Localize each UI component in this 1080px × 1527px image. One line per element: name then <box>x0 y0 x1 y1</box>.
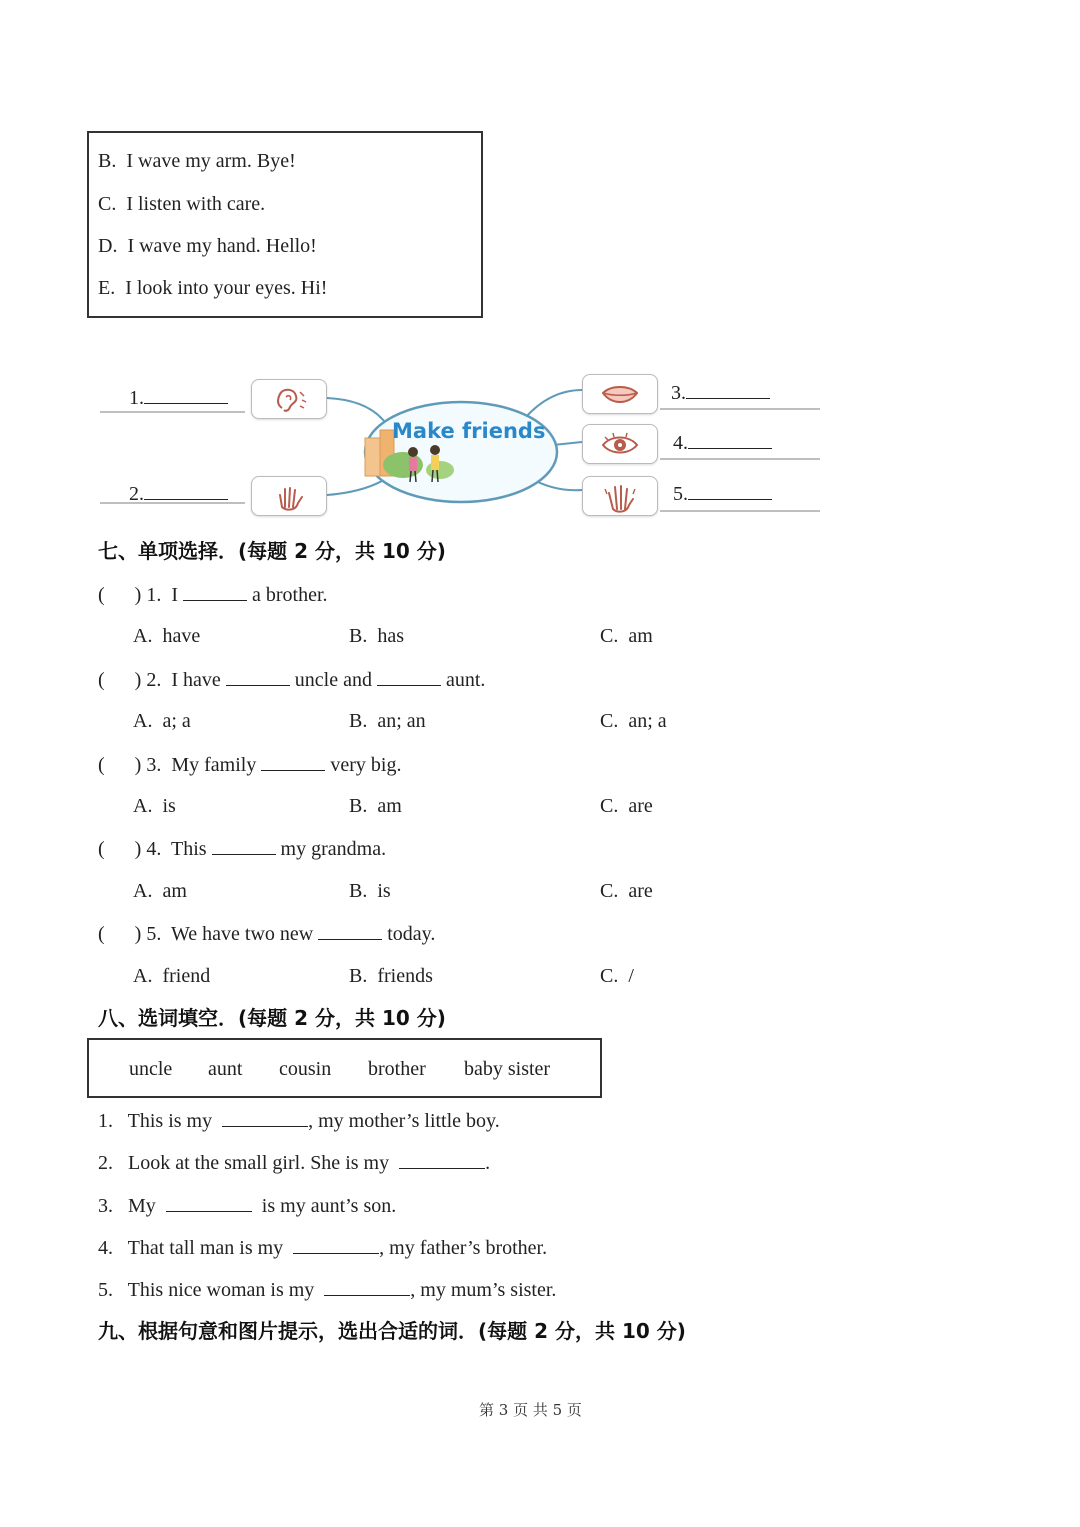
sentence-text: , my mum’s sister. <box>410 1279 557 1301</box>
question-text: uncle and <box>294 669 372 691</box>
question-text: We have two new <box>170 923 314 945</box>
question-number: 3. <box>146 754 162 776</box>
word-bank-item: brother <box>368 1058 426 1080</box>
fill-blank[interactable] <box>324 1277 410 1296</box>
sentence-number: 3. <box>98 1195 113 1217</box>
option-d <box>98 234 317 258</box>
mindmap-label-5 <box>673 481 772 506</box>
fill-blank[interactable] <box>166 1193 252 1212</box>
answer-slot[interactable] <box>105 753 135 771</box>
answer-blank[interactable] <box>144 481 228 500</box>
sentence-text: , my mother’s little boy. <box>308 1110 500 1132</box>
choice-a[interactable]: A. am <box>133 880 187 902</box>
section7-heading: 七、单项选择．(每题 2 分，共 10 分) <box>98 539 446 563</box>
answer-slot[interactable] <box>105 837 135 855</box>
option-letter: B. <box>98 150 117 172</box>
question-2 <box>98 667 485 692</box>
mouth-icon <box>582 374 658 414</box>
paren-open: ( <box>98 838 105 860</box>
answer-blank[interactable] <box>688 430 772 449</box>
option-letter: D. <box>98 235 118 257</box>
question-4 <box>98 836 386 861</box>
question-text: very big. <box>330 754 402 776</box>
word-bank-item: uncle <box>129 1058 173 1080</box>
choice-c[interactable]: C. are <box>600 880 653 902</box>
sentence-text: That tall man is my <box>127 1237 284 1259</box>
item-number: 2. <box>129 483 144 505</box>
sentence-text: Look at the small girl. She is my <box>128 1152 390 1174</box>
choice-c[interactable]: C. am <box>600 625 653 647</box>
question-blank <box>226 667 290 686</box>
item-number: 3. <box>671 382 686 404</box>
paren-open: ( <box>98 754 105 776</box>
sentence-text: This nice woman is my <box>127 1279 315 1301</box>
waving-hand-icon <box>582 476 658 516</box>
item-number: 5. <box>673 483 688 505</box>
option-letter: E. <box>98 277 116 299</box>
mindmap-label-3 <box>671 380 770 405</box>
question-number: 2. <box>146 669 162 691</box>
question-number: 1. <box>146 584 162 606</box>
choice-c[interactable]: C. / <box>600 965 634 987</box>
page-footer: 第 3 页 共 5 页 <box>479 1401 582 1419</box>
choice-b[interactable]: B. has <box>349 625 405 647</box>
sentence-text: , my father’s brother. <box>379 1237 548 1259</box>
question-blank <box>212 836 276 855</box>
fill-sentence-5 <box>98 1277 556 1302</box>
choice-a[interactable]: A. have <box>133 625 201 647</box>
question-1 <box>98 582 328 607</box>
question-3 <box>98 752 401 777</box>
answer-slot[interactable] <box>105 668 135 686</box>
answer-slot[interactable] <box>105 583 135 601</box>
option-c <box>98 192 265 216</box>
paren-close: ) <box>134 923 142 945</box>
question-text: today. <box>387 923 436 945</box>
paren-open: ( <box>98 584 105 606</box>
option-letter: C. <box>98 193 117 215</box>
sentence-text: This is my <box>127 1110 213 1132</box>
question-blank <box>377 667 441 686</box>
eye-icon <box>582 424 658 464</box>
mindmap-title: Make friends <box>392 419 546 443</box>
choice-b[interactable]: B. is <box>349 880 391 902</box>
fill-blank[interactable] <box>293 1235 379 1254</box>
answer-blank[interactable] <box>688 481 772 500</box>
section9-heading: 九、根据句意和图片提示，选出合适的词．(每题 2 分，共 10 分) <box>98 1319 686 1343</box>
item-number: 4. <box>673 432 688 454</box>
mindmap-label-1 <box>129 385 228 410</box>
mindmap-label-2 <box>129 481 228 506</box>
question-text: This <box>170 838 207 860</box>
option-text: I look into your eyes. Hi! <box>125 277 328 299</box>
word-bank-item: cousin <box>279 1058 332 1080</box>
sentence-number: 5. <box>98 1279 113 1301</box>
word-bank-item: baby sister <box>464 1058 551 1080</box>
section8-heading: 八、选词填空．(每题 2 分，共 10 分) <box>98 1006 446 1030</box>
choice-a[interactable]: A. friend <box>133 965 211 987</box>
fill-blank[interactable] <box>222 1108 308 1127</box>
answer-blank[interactable] <box>144 385 228 404</box>
paren-open: ( <box>98 669 105 691</box>
question-text: I <box>171 584 179 606</box>
sentence-number: 4. <box>98 1237 113 1259</box>
question-text: aunt. <box>445 669 486 691</box>
paren-close: ) <box>134 584 142 606</box>
question-blank <box>183 582 247 601</box>
question-blank <box>261 752 325 771</box>
word-bank-item: aunt <box>208 1058 243 1080</box>
question-text: My family <box>171 754 257 776</box>
fill-sentence-4 <box>98 1235 547 1260</box>
answer-slot[interactable] <box>105 922 135 940</box>
fill-blank[interactable] <box>399 1150 485 1169</box>
sentence-number: 1. <box>98 1110 113 1132</box>
paren-close: ) <box>134 754 142 776</box>
option-b <box>98 149 296 173</box>
fill-sentence-2 <box>98 1150 490 1175</box>
question-number: 5. <box>146 923 162 945</box>
option-e <box>98 276 327 300</box>
hand-icon <box>251 476 327 516</box>
choice-b[interactable]: B. am <box>349 795 402 817</box>
mindmap-label-4 <box>673 430 772 455</box>
option-text: I wave my arm. Bye! <box>126 150 296 172</box>
question-number: 4. <box>146 838 162 860</box>
fill-sentence-1 <box>98 1108 500 1133</box>
choice-c[interactable]: C. an; a <box>600 710 667 732</box>
item-number: 1. <box>129 387 144 409</box>
option-text: I wave my hand. Hello! <box>127 235 317 257</box>
paren-close: ) <box>134 838 142 860</box>
sentence-text: is my aunt’s son. <box>261 1195 397 1217</box>
choice-b[interactable]: B. friends <box>349 965 433 987</box>
option-text: I listen with care. <box>126 193 266 215</box>
sentence-number: 2. <box>98 1152 113 1174</box>
question-5 <box>98 921 435 946</box>
question-text: a brother. <box>252 584 328 606</box>
fill-sentence-3 <box>98 1193 396 1218</box>
question-text: my grandma. <box>280 838 387 860</box>
sentence-text: . <box>485 1152 491 1174</box>
choice-a[interactable]: A. a; a <box>133 710 191 732</box>
answer-blank[interactable] <box>686 380 770 399</box>
choice-c[interactable]: C. are <box>600 795 653 817</box>
ear-icon <box>251 379 327 419</box>
paren-open: ( <box>98 923 105 945</box>
question-text: I have <box>171 669 221 691</box>
paren-close: ) <box>134 669 142 691</box>
sentence-text: My <box>128 1195 156 1217</box>
choice-b[interactable]: B. an; an <box>349 710 426 732</box>
choice-a[interactable]: A. is <box>133 795 176 817</box>
question-blank <box>318 921 382 940</box>
